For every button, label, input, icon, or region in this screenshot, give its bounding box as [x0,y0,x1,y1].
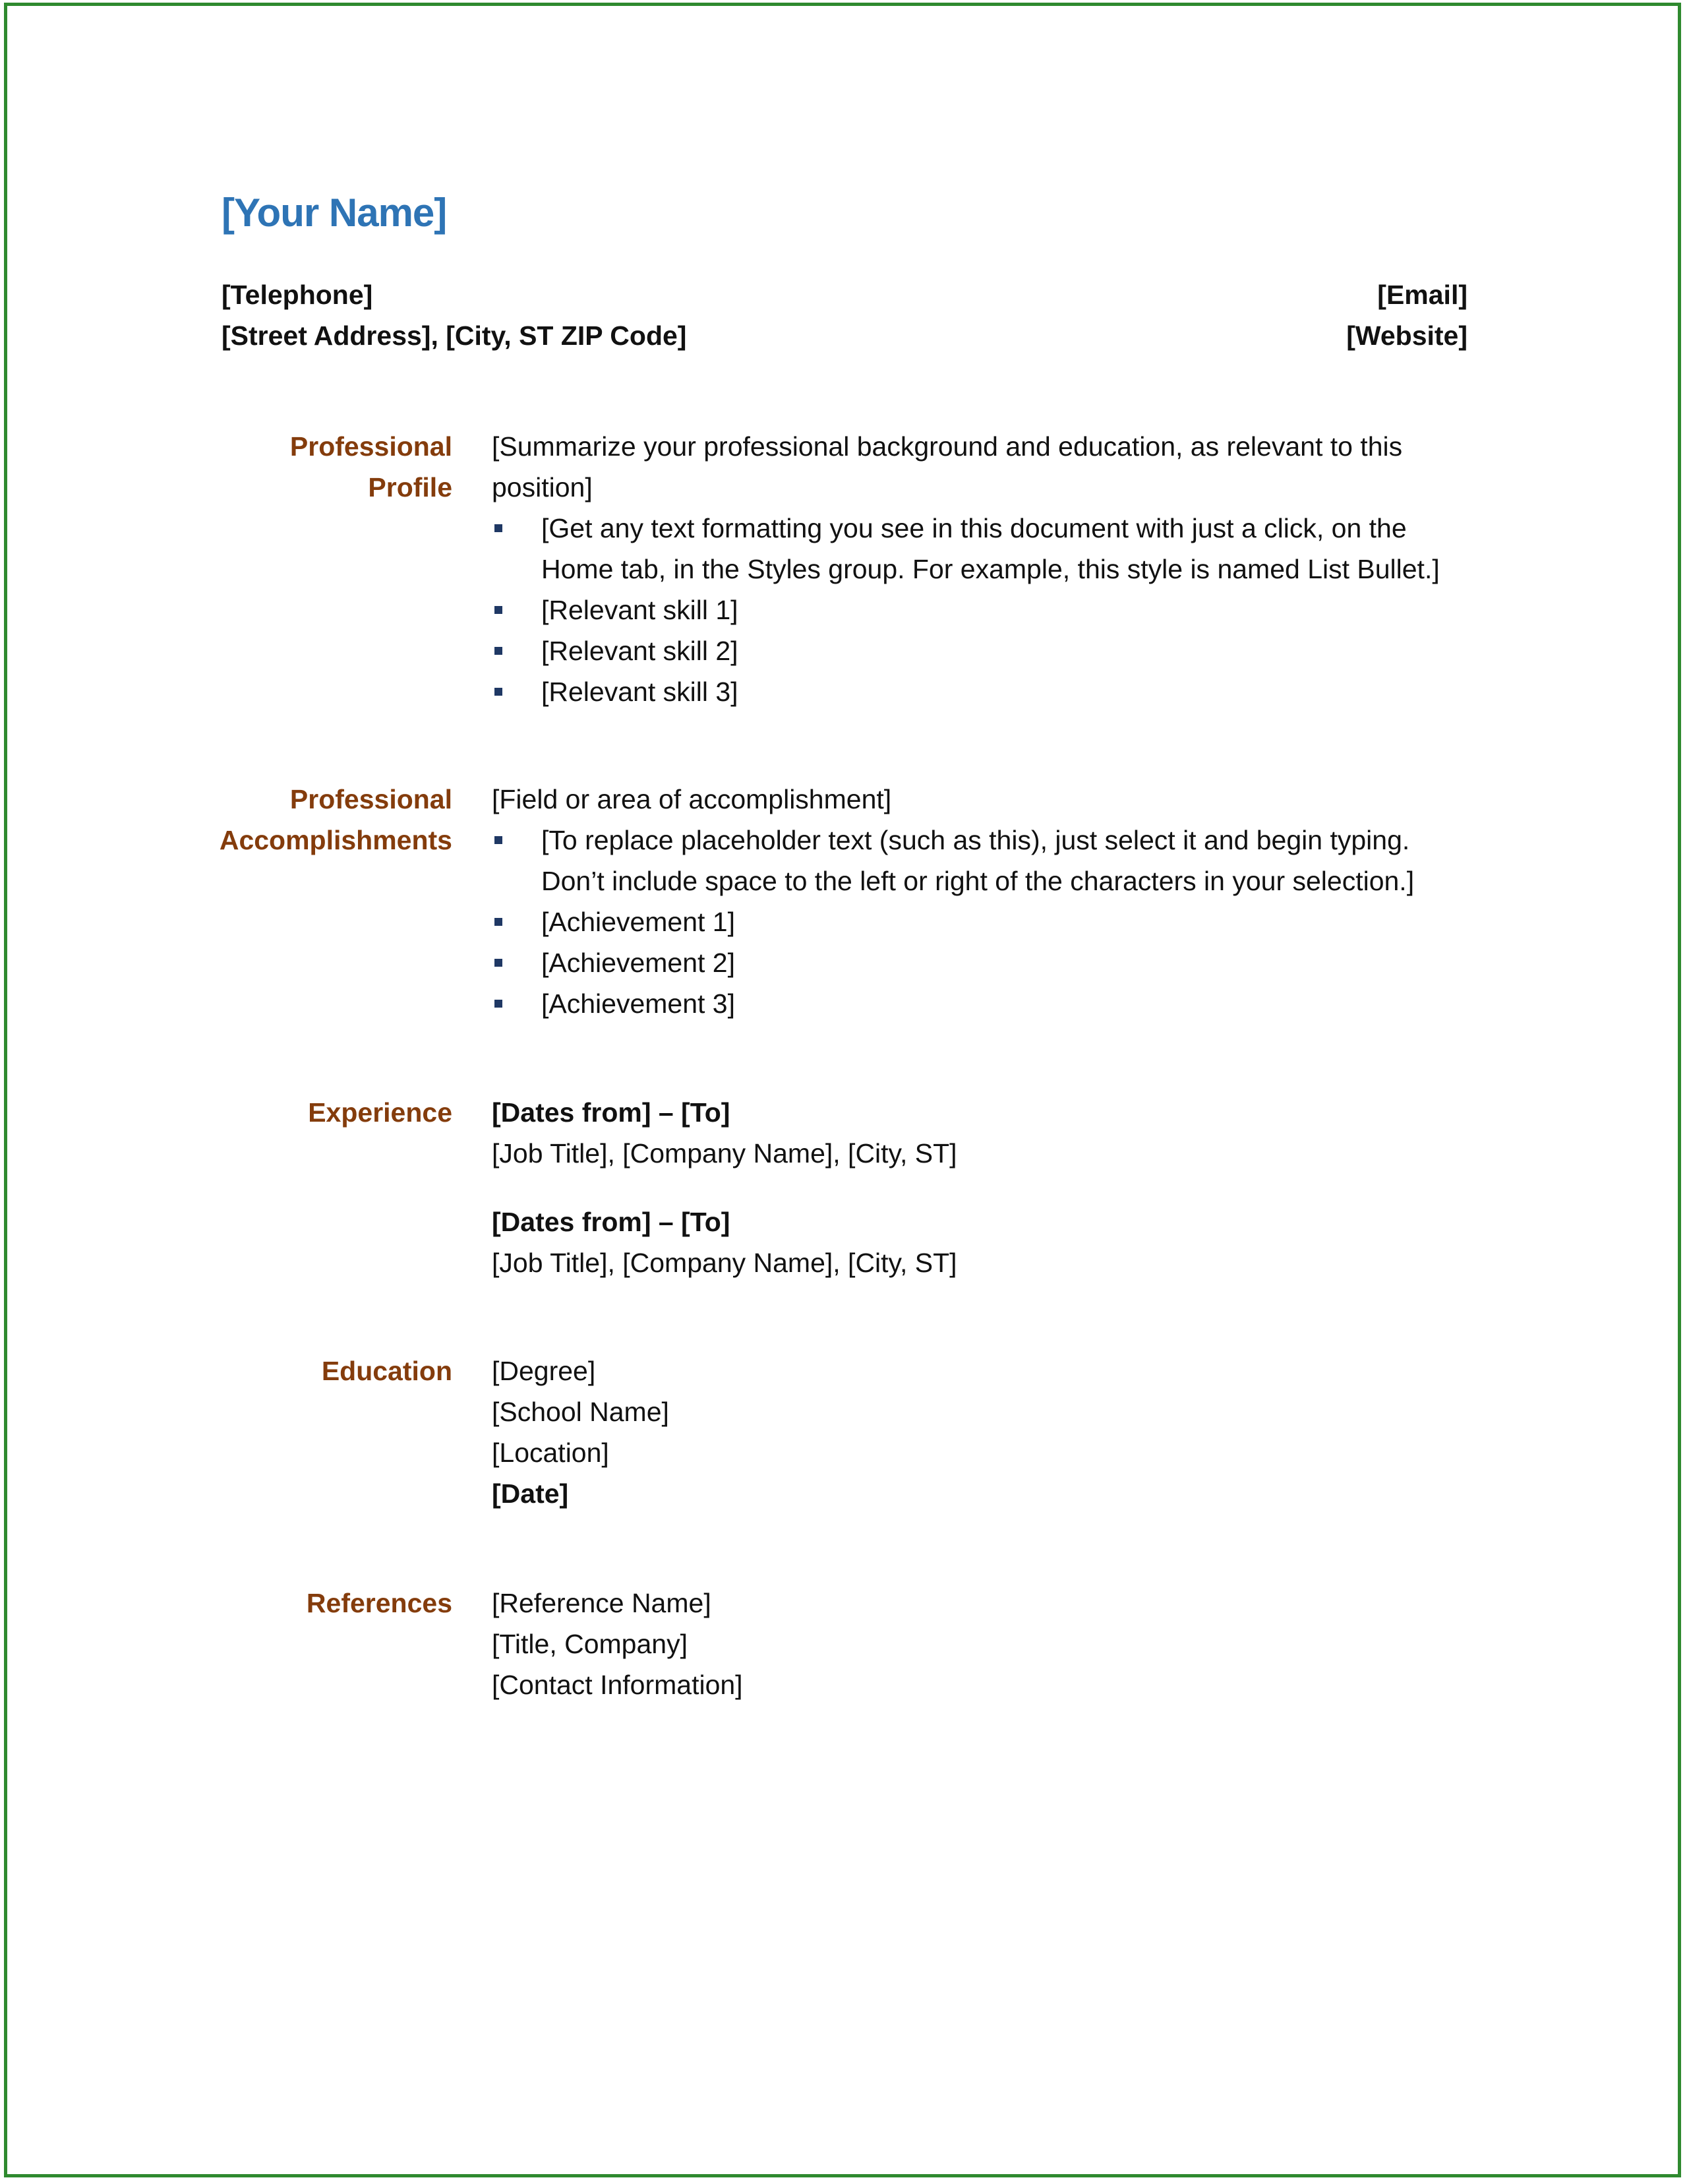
bullet-text: [Achievement 2] [541,948,735,978]
profile-bullet-list [492,508,1481,712]
experience-content [492,1092,1481,1283]
heading-line: Accomplishments [219,825,452,855]
square-bullet-icon [494,836,502,844]
section-heading-professional-profile [57,426,452,508]
street-address: [Street Address], [City, ST ZIP Code] [222,320,687,351]
contact-right [1346,274,1467,356]
square-bullet-icon [494,918,502,926]
reference-contact: [Contact Information] [492,1670,743,1700]
square-bullet-icon [494,606,502,614]
spacer [492,1174,1481,1201]
bullet-text: [Relevant skill 2] [541,636,738,666]
list-item [492,942,1481,983]
square-bullet-icon [494,1000,502,1008]
education-content [492,1350,1481,1514]
education-school: [School Name] [492,1397,669,1427]
education-degree: [Degree] [492,1356,596,1386]
reference-name: [Reference Name] [492,1588,711,1618]
bullet-text: [Achievement 1] [541,907,735,937]
experience-dates: [Dates from] – [To] [492,1207,730,1237]
reference-title-company: [Title, Company] [492,1629,688,1659]
education-date: [Date] [492,1478,569,1509]
list-item [492,983,1481,1024]
experience-details: [Job Title], [Company Name], [City, ST] [492,1138,957,1168]
list-item [492,820,1481,901]
square-bullet-icon [494,524,502,532]
bullet-text: [To replace placeholder text (such as this), just select it and begin typing. [541,825,1410,855]
education-location: [Location] [492,1438,609,1468]
bullet-text: [Relevant skill 3] [541,677,738,707]
section-heading-references: References [306,1588,452,1618]
heading-line: Professional [289,784,452,814]
bullet-text: Home tab, in the Styles group. For example, this style is named List Bullet.] [541,554,1440,584]
experience-dates: [Dates from] – [To] [492,1097,730,1128]
list-item [492,901,1481,942]
heading-line: Profile [368,472,452,502]
profile-content [492,426,1481,712]
list-item [492,508,1481,590]
square-bullet-icon [494,959,502,967]
website: [Website] [1346,320,1467,351]
telephone: [Telephone] [222,280,373,310]
heading-line: Professional [289,431,452,462]
list-item [492,671,1481,712]
references-content [492,1583,1481,1705]
list-item [492,590,1481,630]
square-bullet-icon [494,647,502,655]
experience-details: [Job Title], [Company Name], [City, ST] [492,1248,957,1278]
accomplishment-field: [Field or area of accomplishment] [492,784,892,814]
square-bullet-icon [494,688,502,696]
section-heading-education: Education [321,1356,452,1386]
bullet-text: [Achievement 3] [541,988,735,1019]
accomplishments-bullet-list [492,820,1481,1024]
bullet-text: [Get any text formatting you see in this document with just a click, on the [541,513,1407,543]
contact-left [222,274,686,356]
section-heading-experience: Experience [308,1097,452,1128]
resume-name: [Your Name] [222,191,447,235]
profile-summary-line: position] [492,472,593,502]
section-heading-professional-accomplishments [57,779,452,861]
list-item [492,630,1481,671]
email: [Email] [1377,280,1467,310]
bullet-text: [Relevant skill 1] [541,595,738,625]
accomplishments-content [492,779,1481,1024]
bullet-text: Don’t include space to the left or right of the characters in your selection.] [541,866,1415,896]
profile-summary-line: [Summarize your professional background and education, as relevant to this [492,431,1403,462]
